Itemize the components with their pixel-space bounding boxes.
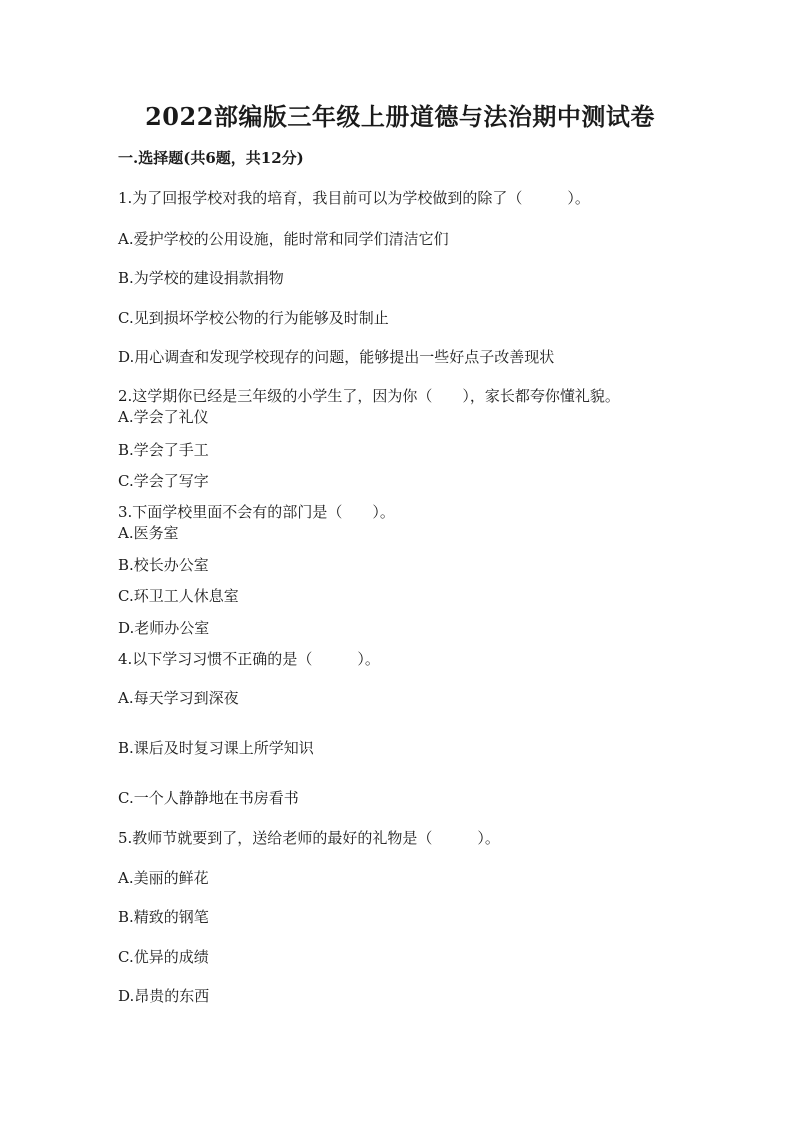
- question-4-option-b: B.课后及时复习课上所学知识: [118, 739, 314, 757]
- question-4-option-c: C.一个人静静地在书房看书: [118, 789, 299, 807]
- question-3-option-a: A.医务室: [118, 524, 179, 542]
- question-5-option-c: C.优异的成绩: [118, 948, 209, 966]
- question-3-stem: 3.下面学校里面不会有的部门是（ ）。: [118, 503, 395, 521]
- question-5-stem: 5.教师节就要到了，送给老师的最好的礼物是（ ）。: [118, 829, 500, 847]
- question-3-option-c: C.环卫工人休息室: [118, 587, 239, 605]
- question-2-option-a: A.学会了礼仪: [118, 408, 209, 426]
- question-4-option-a: A.每天学习到深夜: [118, 689, 239, 707]
- question-3-option-b: B.校长办公室: [118, 556, 209, 574]
- question-2-stem: 2.这学期你已经是三年级的小学生了，因为你（ ），家长都夸你懂礼貌。: [118, 387, 620, 405]
- exam-title: 2022部编版三年级上册道德与法治期中测试卷: [145, 102, 655, 131]
- question-3-option-d: D.老师办公室: [118, 619, 210, 637]
- question-5-option-a: A.美丽的鲜花: [118, 869, 209, 887]
- question-5-option-d: D.昂贵的东西: [118, 987, 210, 1005]
- question-2-option-b: B.学会了手工: [118, 441, 209, 459]
- question-1-option-b: B.为学校的建设捐款捐物: [118, 269, 284, 287]
- question-2-option-c: C.学会了写字: [118, 472, 209, 490]
- question-4-stem: 4.以下学习习惯不正确的是（ ）。: [118, 650, 380, 668]
- section-heading: 一.选择题(共6题，共12分): [118, 149, 304, 167]
- question-1-option-c: C.见到损坏学校公物的行为能够及时制止: [118, 309, 389, 327]
- question-5-option-b: B.精致的钢笔: [118, 908, 209, 926]
- question-1-stem: 1.为了回报学校对我的培育，我目前可以为学校做到的除了（ ）。: [118, 189, 590, 207]
- question-1-option-a: A.爱护学校的公用设施，能时常和同学们清洁它们: [118, 230, 449, 248]
- question-1-option-d: D.用心调查和发现学校现存的问题，能够提出一些好点子改善现状: [118, 348, 555, 366]
